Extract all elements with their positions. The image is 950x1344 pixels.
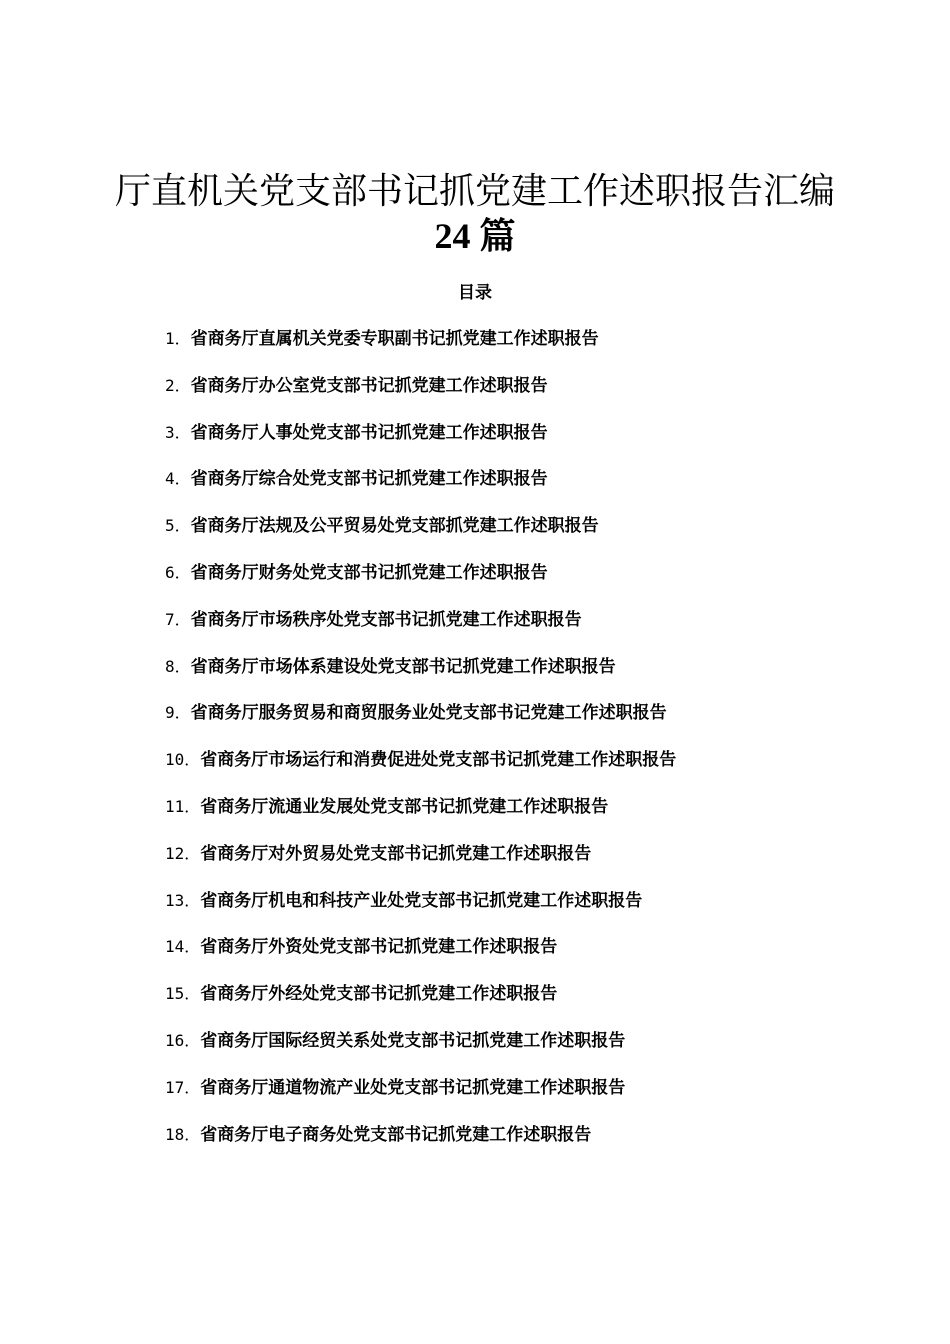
document-title-line1: 厅直机关党支部书记抓党建工作述职报告汇编: [114, 171, 835, 212]
toc-item-number: 3．: [165, 422, 191, 442]
toc-item-text: 省商务厅法规及公平贸易处党支部抓党建工作述职报告: [190, 516, 599, 537]
toc-item[interactable]: [165, 607, 676, 654]
toc-item[interactable]: [165, 981, 676, 1028]
toc-item-number: 9．: [165, 703, 191, 723]
toc-item[interactable]: [165, 747, 676, 794]
toc-item-number: 16．: [165, 1030, 201, 1050]
toc-item-number: 11．: [165, 796, 201, 816]
toc-item-text: 省商务厅直属机关党委专职副书记抓党建工作述职报告: [190, 329, 599, 349]
document-title-line2: 24 篇: [434, 216, 516, 256]
toc-item-number: 18．: [165, 1124, 201, 1144]
toc-item[interactable]: [165, 513, 676, 560]
toc-item[interactable]: [165, 794, 676, 841]
toc-item-text: 省商务厅外资处党支部书记抓党建工作述职报告: [200, 937, 558, 958]
toc-item[interactable]: [165, 1122, 676, 1169]
toc-item-text: 省商务厅通道物流产业处党支部书记抓党建工作述职报告: [200, 1077, 626, 1098]
toc-item-text: 省商务厅人事处党支部书记抓党建工作述职报告: [190, 422, 548, 443]
toc-item-text: 省商务厅机电和科技产业处党支部书记抓党建工作述职报告: [200, 890, 643, 911]
document-title: [0, 170, 950, 258]
toc-item-number: 14．: [165, 937, 201, 957]
toc-item[interactable]: [165, 466, 676, 513]
toc-item-text: 省商务厅服务贸易和商贸服务业处党支部书记党建工作述职报告: [190, 703, 667, 724]
toc-item-text: 省商务厅市场运行和消费促进处党支部书记抓党建工作述职报告: [200, 750, 677, 771]
toc-item-number: 15．: [165, 984, 201, 1004]
toc-item[interactable]: [165, 888, 676, 935]
toc-item-text: 省商务厅财务处党支部书记抓党建工作述职报告: [190, 562, 548, 583]
toc-item-text: 省商务厅综合处党支部书记抓党建工作述职报告: [190, 469, 548, 490]
toc-item-number: 2．: [165, 375, 191, 395]
toc-item-text: 省商务厅电子商务处党支部书记抓党建工作述职报告: [200, 1124, 592, 1145]
toc-item-number: 4．: [165, 469, 191, 489]
toc-item-text: 省商务厅外经处党支部书记抓党建工作述职报告: [200, 984, 558, 1005]
toc-item-number: 10．: [165, 750, 201, 770]
toc-item[interactable]: [165, 700, 676, 747]
toc-item-number: 12．: [165, 843, 201, 863]
toc-item-number: 13．: [165, 890, 201, 910]
toc-item-number: 17．: [165, 1077, 201, 1097]
toc-item-text: 省商务厅市场秩序处党支部书记抓党建工作述职报告: [190, 609, 582, 630]
toc-item[interactable]: [165, 841, 676, 888]
toc-heading: 目录: [458, 283, 492, 303]
toc-item[interactable]: [165, 560, 676, 607]
toc-item-number: 7．: [165, 609, 191, 629]
toc-item[interactable]: [165, 654, 676, 701]
toc-item-text: 省商务厅办公室党支部书记抓党建工作述职报告: [190, 375, 548, 396]
toc-list: [165, 326, 676, 1168]
toc-item-number: 8．: [165, 656, 191, 676]
toc-item[interactable]: [165, 373, 676, 420]
toc-item-text: 省商务厅对外贸易处党支部书记抓党建工作述职报告: [200, 843, 592, 864]
toc-item[interactable]: [165, 326, 676, 373]
toc-item[interactable]: [165, 1075, 676, 1122]
toc-item-text: 省商务厅流通业发展处党支部书记抓党建工作述职报告: [200, 796, 609, 817]
toc-item-number: 5．: [165, 516, 191, 536]
toc-item[interactable]: [165, 934, 676, 981]
toc-item[interactable]: [165, 420, 676, 467]
toc-item-number: 6．: [165, 562, 191, 582]
toc-item-text: 省商务厅市场体系建设处党支部书记抓党建工作述职报告: [190, 656, 616, 677]
toc-item[interactable]: [165, 1028, 676, 1075]
toc-item-number: 1．: [165, 329, 191, 348]
toc-item-text: 省商务厅国际经贸关系处党支部书记抓党建工作述职报告: [200, 1030, 626, 1051]
